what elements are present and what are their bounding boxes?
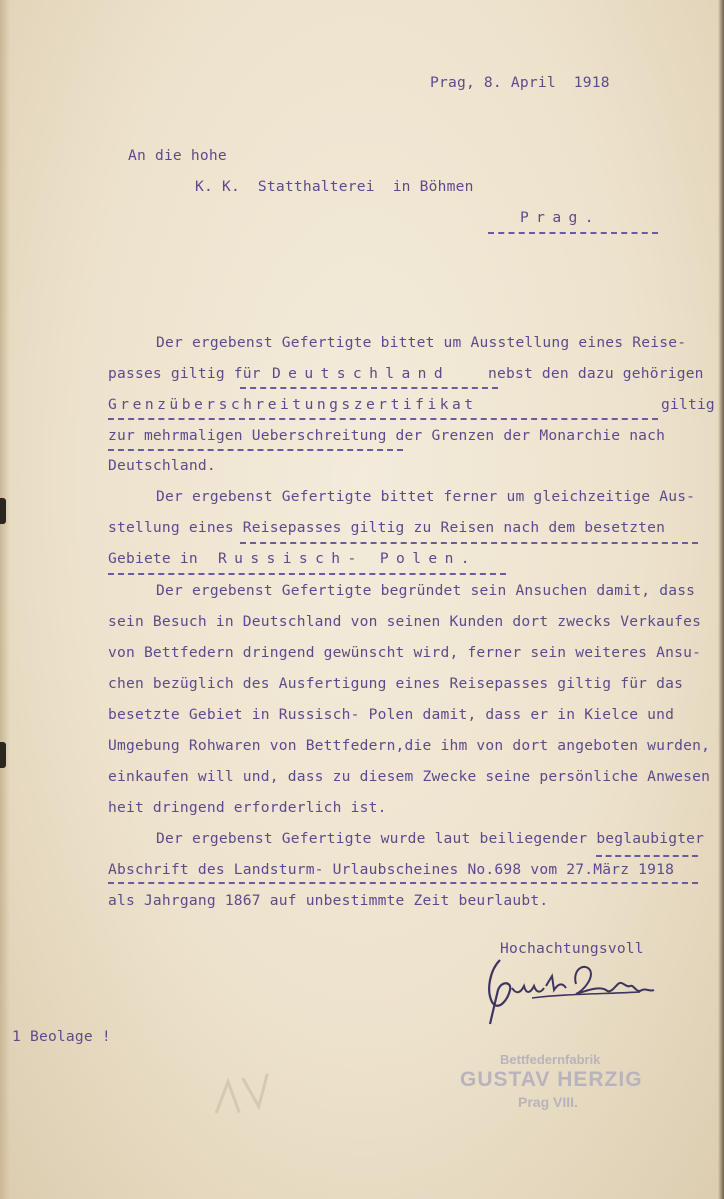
- para4-line-2: Abschrift des Landsturm- Urlaubscheines No.698 vom 27.März 1918: [108, 861, 675, 878]
- para3-line-7: einkaufen will und, dass zu diesem Zwecke seine persönliche Anwesen: [108, 768, 711, 785]
- para1-line-2b: nebst den dazu gehörigen: [488, 365, 704, 382]
- underline-russisch-polen: [108, 573, 506, 575]
- underline-deutschland: [240, 387, 498, 389]
- para2-line-3a: Gebiete in: [108, 550, 198, 567]
- enclosure-note: 1 Beolage !: [12, 1028, 111, 1045]
- para2-line-1: Der ergebenst Gefertigte bittet ferner um gleichzeitige Aus-: [156, 488, 696, 505]
- para3-line-8: heit dringend erforderlich ist.: [108, 799, 387, 816]
- para1-line-5: Deutschland.: [108, 457, 216, 474]
- recipient-line-2: K. K. Statthalterei in Böhmen: [195, 178, 474, 195]
- underline-grenz: [108, 418, 658, 420]
- closing: Hochachtungsvoll: [500, 940, 644, 957]
- para3-line-5: besetzte Gebiet in Russisch- Polen damit, dass er in Kielce und: [108, 706, 675, 723]
- punch-hole: [0, 742, 6, 768]
- para3-line-1: Der ergebenst Gefertigte begründet sein Ansuchen damit, dass: [156, 582, 696, 599]
- underline-mehrmaligen: [108, 449, 403, 451]
- para3-line-6: Umgebung Rohwaren von Bettfedern,die ihm von dort angeboten wurden,: [108, 737, 711, 754]
- dateline: Prag, 8. April 1918: [430, 74, 610, 91]
- para1-word-deutschland: Deutschland: [272, 365, 451, 382]
- underline-abschrift: [108, 882, 698, 884]
- para3-line-4: chen bezüglich des Ausfertigung eines Reisepasses giltig für das: [108, 675, 684, 692]
- para4-line-3: als Jahrgang 1867 auf unbestimmte Zeit beurlaubt.: [108, 892, 549, 909]
- para1-line-3b: giltig: [661, 396, 715, 413]
- para2-word-russisch-polen: Russisch- Polen.: [218, 550, 477, 567]
- signature: [472, 950, 662, 1030]
- para1-line-4: zur mehrmaligen Ueberschreitung der Grenzen der Monarchie nach: [108, 427, 666, 444]
- para1-word-grenz: Grenzüberschreitungszertifikat: [108, 396, 477, 413]
- recipient-line-1: An die hohe: [128, 147, 227, 164]
- para1-line-2a: passes giltig für: [108, 365, 261, 382]
- recipient-city-underline: [488, 232, 658, 234]
- para3-line-3: von Bettfedern dringend gewünscht wird, ferner sein weiteres Ansu-: [108, 644, 702, 661]
- stamp-line-1: Bettfedernfabrik: [500, 1052, 601, 1067]
- para1-line-1: Der ergebenst Gefertigte bittet um Ausstellung eines Reise-: [156, 334, 687, 351]
- faint-pencil-mark: [207, 1067, 283, 1134]
- stamp-line-3: Prag VIII.: [518, 1094, 578, 1110]
- underline-reisepasses: [240, 542, 698, 544]
- paper-right-edge: [718, 0, 724, 1199]
- stamp-line-2: GUSTAV HERZIG: [460, 1068, 643, 1091]
- para4-line-1: Der ergebenst Gefertigte wurde laut beiliegender beglaubigter: [156, 830, 705, 847]
- punch-hole: [0, 498, 6, 524]
- recipient-city: Prag.: [520, 209, 601, 226]
- para3-line-2: sein Besuch in Deutschland von seinen Kunden dort zwecks Verkaufes: [108, 613, 702, 630]
- underline-beglaubigter: [596, 855, 698, 857]
- para2-line-2: stellung eines Reisepasses giltig zu Reisen nach dem besetzten: [108, 519, 666, 536]
- paper-left-edge: [0, 0, 10, 1199]
